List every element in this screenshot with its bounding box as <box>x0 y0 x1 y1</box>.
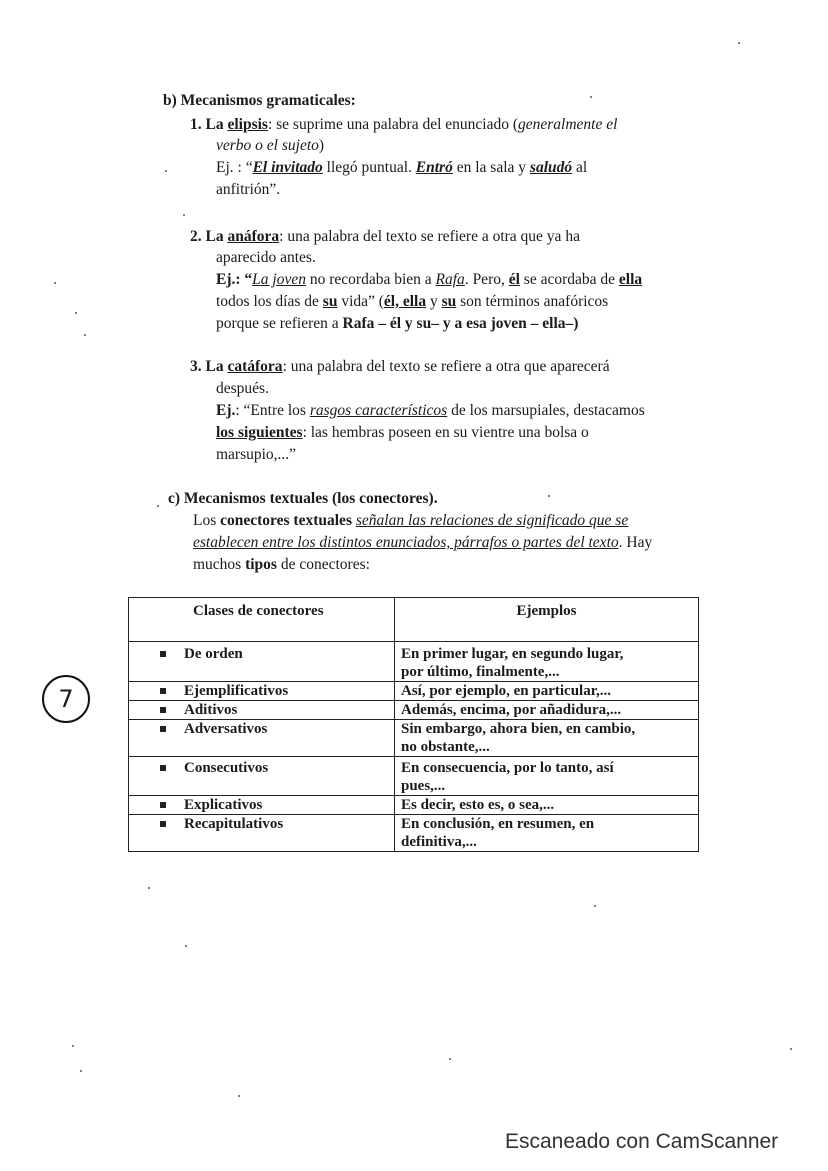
item-1-example-e: saludó <box>529 159 573 176</box>
class-label: Recapitulativos <box>184 816 284 832</box>
item-1-definition-italic-2: verbo o el sujeto <box>216 137 319 154</box>
item-1-example-line-1 <box>216 158 587 178</box>
table-cell-examples <box>395 720 699 757</box>
table-header-examples: Ejemplos <box>395 598 699 642</box>
section-c-p3-b: tipos <box>245 556 277 573</box>
table-cell-examples <box>395 815 699 852</box>
item-1-example-line-2: anfitrión”. <box>216 181 281 198</box>
scan-speck <box>54 282 56 284</box>
scan-speck <box>594 905 596 907</box>
examples-line-2: no obstante,... <box>401 739 490 755</box>
table-cell-class <box>129 796 395 815</box>
bullet-icon <box>160 821 166 827</box>
section-c-p2-a: establecen entre los distintos enunciados, párrafos o partes del texto <box>193 534 619 551</box>
table-row <box>129 720 699 757</box>
examples-line-1: En consecuencia, por lo tanto, así <box>401 760 614 776</box>
examples-line-2: definitiva,... <box>401 834 477 850</box>
section-c-p1-b: conectores textuales <box>220 512 352 529</box>
table-row <box>129 815 699 852</box>
item-3-number: 3. <box>190 358 202 375</box>
table-row <box>129 682 699 701</box>
item-1-example-prefix: Ej. : “ <box>216 159 253 176</box>
class-label: Consecutivos <box>184 760 269 776</box>
item-3-line-1 <box>190 357 610 377</box>
class-label: Ejemplificativos <box>184 683 289 699</box>
item-2-example-prefix: Ej.: “ <box>216 271 253 288</box>
scan-speck <box>165 170 167 172</box>
section-c-paragraph-line-3 <box>193 555 370 575</box>
table-row <box>129 796 699 815</box>
scan-speck <box>449 1058 451 1060</box>
bullet-icon <box>160 802 166 808</box>
section-c-p3-a: muchos <box>193 556 246 573</box>
table-row <box>129 642 699 682</box>
item-1-term: elipsis <box>227 116 268 133</box>
item-2-definition: : una palabra del texto se refiere a otra que ya ha <box>279 228 580 245</box>
table-cell-examples <box>395 682 699 701</box>
scan-speck <box>72 1045 74 1047</box>
item-2-example-h: todos los días de <box>216 293 323 310</box>
table-cell-examples <box>395 757 699 796</box>
table-cell-class <box>129 642 395 682</box>
section-b-heading: b) Mecanismos gramaticales: <box>163 92 356 109</box>
examples-line-2: por último, finalmente,... <box>401 664 560 680</box>
item-2-example-c: Rafa <box>435 271 465 288</box>
bullet-icon <box>160 765 166 771</box>
item-3-example-prefix: Ej. <box>216 402 236 419</box>
item-2-example-k: él, ella <box>383 293 427 310</box>
scanner-watermark: Escaneado con CamScanner <box>505 1130 779 1153</box>
item-2-example-i: su <box>322 293 338 310</box>
item-3-example-d: los siguientes <box>216 424 303 441</box>
item-3-line-2: después. <box>216 380 269 397</box>
item-1-title-pre: La <box>205 116 228 133</box>
item-1-line-2 <box>216 136 324 156</box>
item-1-example-f: al <box>572 159 588 176</box>
item-2-example-e: él <box>508 271 520 288</box>
scan-speck <box>185 945 187 947</box>
item-1-example-d: en la sala y <box>452 159 530 176</box>
item-3-example-line-1 <box>216 401 645 421</box>
table-header-row <box>129 598 699 642</box>
section-c-heading: c) Mecanismos textuales (los conectores). <box>168 490 438 507</box>
section-c-paragraph-line-1 <box>193 511 628 531</box>
page-number-circle: 7 <box>42 675 90 723</box>
table-cell-class <box>129 815 395 852</box>
class-label: Explicativos <box>184 797 263 813</box>
scan-speck <box>590 96 592 98</box>
bullet-icon <box>160 726 166 732</box>
item-2-example-b: no recordaba bien a <box>305 271 436 288</box>
examples-line-2: pues,... <box>401 778 446 794</box>
item-1-line-1 <box>190 115 617 135</box>
table-cell-class <box>129 720 395 757</box>
table-cell-class <box>129 701 395 720</box>
item-2-example-f: se acordaba de <box>519 271 619 288</box>
section-c-p3-c: de conectores: <box>276 556 370 573</box>
table-row <box>129 757 699 796</box>
item-3-example-line-2 <box>216 423 589 443</box>
item-3-example-a: : “Entre los <box>235 402 310 419</box>
examples-line-1: Sin embargo, ahora bien, en cambio, <box>401 721 636 737</box>
bullet-icon <box>160 651 166 657</box>
item-1-example-a: El invitado <box>252 159 323 176</box>
item-2-number: 2. <box>190 228 202 245</box>
section-c-paragraph-line-2 <box>193 533 652 553</box>
table-cell-examples <box>395 701 699 720</box>
scan-speck <box>790 1048 792 1050</box>
scan-speck <box>548 495 550 497</box>
scan-speck <box>183 214 185 216</box>
scan-speck <box>738 42 740 44</box>
class-label: Adversativos <box>184 721 268 737</box>
section-c-p1-a: Los <box>193 512 221 529</box>
item-2-title-pre: La <box>205 228 228 245</box>
item-2-example-n: son términos anafóricos <box>456 293 609 310</box>
scan-speck <box>75 312 77 314</box>
table-cell-examples <box>395 796 699 815</box>
item-3-title-pre: La <box>205 358 228 375</box>
item-2-example-a: La joven <box>252 271 306 288</box>
item-1-number: 1. <box>190 116 202 133</box>
item-3-example-e: : las hembras poseen en su vientre una bolsa o <box>302 424 589 441</box>
table-cell-class <box>129 682 395 701</box>
item-2-example-m: su <box>441 293 457 310</box>
item-2-example-j: vida” ( <box>337 293 384 310</box>
item-2-example-o: porque se refieren a <box>216 315 343 332</box>
scan-speck <box>157 505 159 507</box>
class-label: Aditivos <box>184 702 238 718</box>
item-1-example-b: llegó puntual. <box>322 159 416 176</box>
table-cell-class <box>129 757 395 796</box>
item-3-example-line-3: marsupio,...” <box>216 446 297 463</box>
item-3-example-b: rasgos característicos <box>309 402 448 419</box>
item-2-example-l: y <box>426 293 442 310</box>
scan-speck <box>80 1070 82 1072</box>
examples-line-1: En conclusión, en resumen, en <box>401 816 595 832</box>
examples-line-1: Así, por ejemplo, en particular,... <box>401 683 611 699</box>
scan-speck <box>84 334 86 336</box>
examples-line-1: En primer lugar, en segundo lugar, <box>401 646 624 662</box>
item-2-example-line-3 <box>216 314 578 334</box>
scan-speck <box>148 887 150 889</box>
bullet-icon <box>160 688 166 694</box>
item-2-example-line-2 <box>216 292 608 312</box>
item-2-example-d: . Pero, <box>464 271 509 288</box>
table-header-classes: Clases de conectores <box>129 598 395 642</box>
examples-line-1: Es decir, esto es, o sea,... <box>401 797 555 813</box>
table-row <box>129 701 699 720</box>
table-cell-examples <box>395 642 699 682</box>
connectors-table <box>128 597 699 852</box>
item-2-line-2: aparecido antes. <box>216 249 316 266</box>
item-3-term: catáfora <box>227 358 283 375</box>
scan-speck <box>238 1095 240 1097</box>
item-3-example-c: de los marsupiales, destacamos <box>447 402 645 419</box>
item-2-example-g: ella <box>618 271 643 288</box>
item-2-example-p: Rafa – él y su– y a esa joven – ella–) <box>342 315 579 332</box>
item-2-term: anáfora <box>227 228 280 245</box>
item-2-line-1 <box>190 227 580 247</box>
examples-line-1: Además, encima, por añadidura,... <box>401 702 622 718</box>
item-3-definition: : una palabra del texto se refiere a otra que aparecerá <box>282 358 610 375</box>
item-1-definition-italic: generalmente el <box>518 116 618 133</box>
section-c-p2-b: . Hay <box>618 534 653 551</box>
class-label: De orden <box>184 646 243 662</box>
item-2-example-line-1 <box>216 270 642 290</box>
bullet-icon <box>160 707 166 713</box>
item-1-definition-close: ) <box>318 137 325 154</box>
item-1-example-c: Entró <box>415 159 453 176</box>
section-c-p1-d: señalan las relaciones de significado que se <box>355 512 629 529</box>
item-1-definition: : se suprime una palabra del enunciado ( <box>267 116 519 133</box>
